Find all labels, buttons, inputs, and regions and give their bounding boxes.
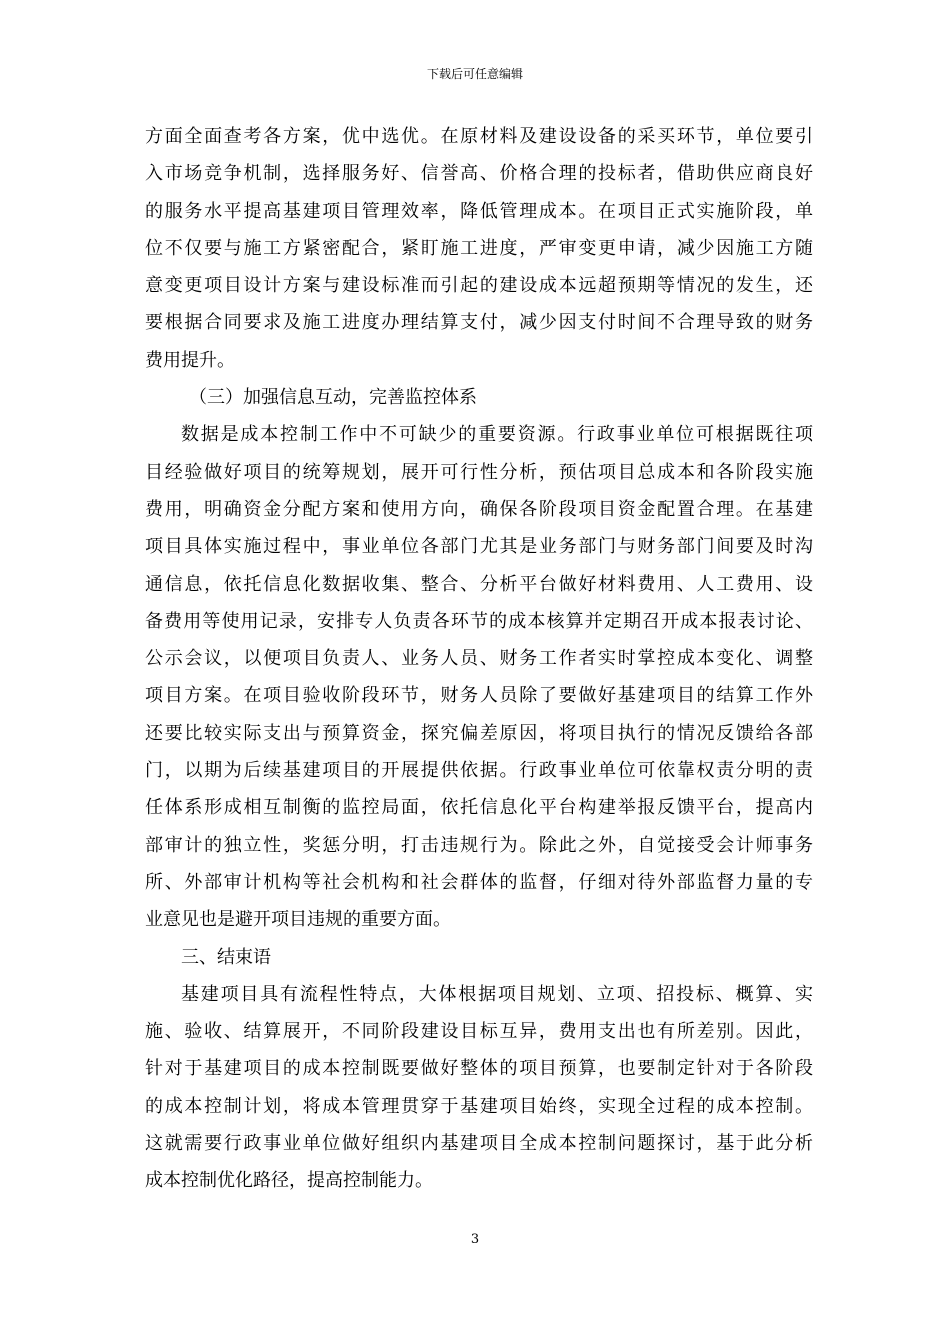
paragraph-line: 部审计的独立性，奖惩分明，打击违规行为。除此之外，自觉接受会计师事务 [145, 834, 813, 856]
paragraph-line: 目经验做好项目的统筹规划，展开可行性分析，预估项目总成本和各阶段实施 [145, 461, 813, 483]
document-body [145, 118, 813, 1200]
paragraph-line: 通信息，依托信息化数据收集、整合、分析平台做好材料费用、人工费用、设 [145, 573, 813, 595]
paragraph-line: 还要比较实际支出与预算资金，探究偏差原因，将项目执行的情况反馈给各部 [145, 722, 813, 744]
paragraph-line: 费用提升。 [145, 349, 235, 371]
paragraph-line: 数据是成本控制工作中不可缺少的重要资源。行政事业单位可根据既往项 [181, 424, 813, 446]
paragraph-line: 基建项目具有流程性特点，大体根据项目规划、立项、招投标、概算、实 [181, 983, 813, 1005]
paragraph-line: 方面全面查考各方案，优中选优。在原材料及建设设备的采买环节，单位要引 [145, 126, 813, 147]
paragraph-line: 费用，明确资金分配方案和使用方向，确保各阶段项目资金配置合理。在基建 [145, 498, 813, 520]
paragraph-line: 公示会议，以便项目负责人、业务人员、财务工作者实时掌控成本变化、调整 [145, 648, 813, 670]
paragraph-line: 业意见也是避开项目违规的重要方面。 [145, 909, 451, 931]
paragraph-line: 针对于基建项目的成本控制既要做好整体的项目预算，也要制定针对于各阶段 [145, 1058, 813, 1080]
page-header: 下载后可任意编辑 [426, 67, 523, 81]
paragraph-line: 门，以期为后续基建项目的开展提供依据。行政事业单位可依靠权责分明的责 [145, 760, 813, 782]
page-number: 3 [470, 1232, 480, 1247]
paragraph-line: 的服务水平提高基建项目管理效率，降低管理成本。在项目正式实施阶段，单 [145, 200, 813, 222]
paragraph-line: 备费用等使用记录，安排专人负责各环节的成本核算并定期召开成本报表讨论、 [145, 610, 813, 632]
paragraph-line: 所、外部审计机构等社会机构和社会群体的监督，仔细对待外部监督力量的专 [145, 871, 813, 893]
paragraph-line: 这就需要行政事业单位做好组织内基建项目全成本控制问题探讨，基于此分析 [145, 1133, 813, 1155]
section-heading: 三、结束语 [181, 946, 271, 968]
section-heading: （三）加强信息互动，完善监控体系 [189, 387, 477, 409]
paragraph-line: 要根据合同要求及施工进度办理结算支付，减少因支付时间不合理导致的财务 [145, 312, 813, 334]
paragraph-line: 任体系形成相互制衡的监控局面，依托信息化平台构建举报反馈平台，提高内 [145, 797, 813, 819]
paragraph-line: 意变更项目设计方案与建设标准而引起的建设成本远超预期等情况的发生，还 [145, 275, 813, 297]
paragraph-line: 项目方案。在项目验收阶段环节，财务人员除了要做好基建项目的结算工作外 [145, 685, 813, 707]
paragraph-line: 成本控制优化路径，提高控制能力。 [145, 1170, 433, 1192]
paragraph-line: 入市场竞争机制，选择服务好、信誉高、价格合理的投标者，借助供应商良好 [145, 163, 813, 185]
paragraph-line: 的成本控制计划，将成本管理贯穿于基建项目始终，实现全过程的成本控制。 [145, 1095, 813, 1117]
paragraph-line: 施、验收、结算展开，不同阶段建设目标互异，费用支出也有所差别。因此， [145, 1021, 813, 1043]
paragraph-line: 项目具体实施过程中，事业单位各部门尤其是业务部门与财务部门间要及时沟 [145, 536, 813, 558]
paragraph-line: 位不仅要与施工方紧密配合，紧盯施工进度，严审变更申请，减少因施工方随 [145, 237, 813, 259]
